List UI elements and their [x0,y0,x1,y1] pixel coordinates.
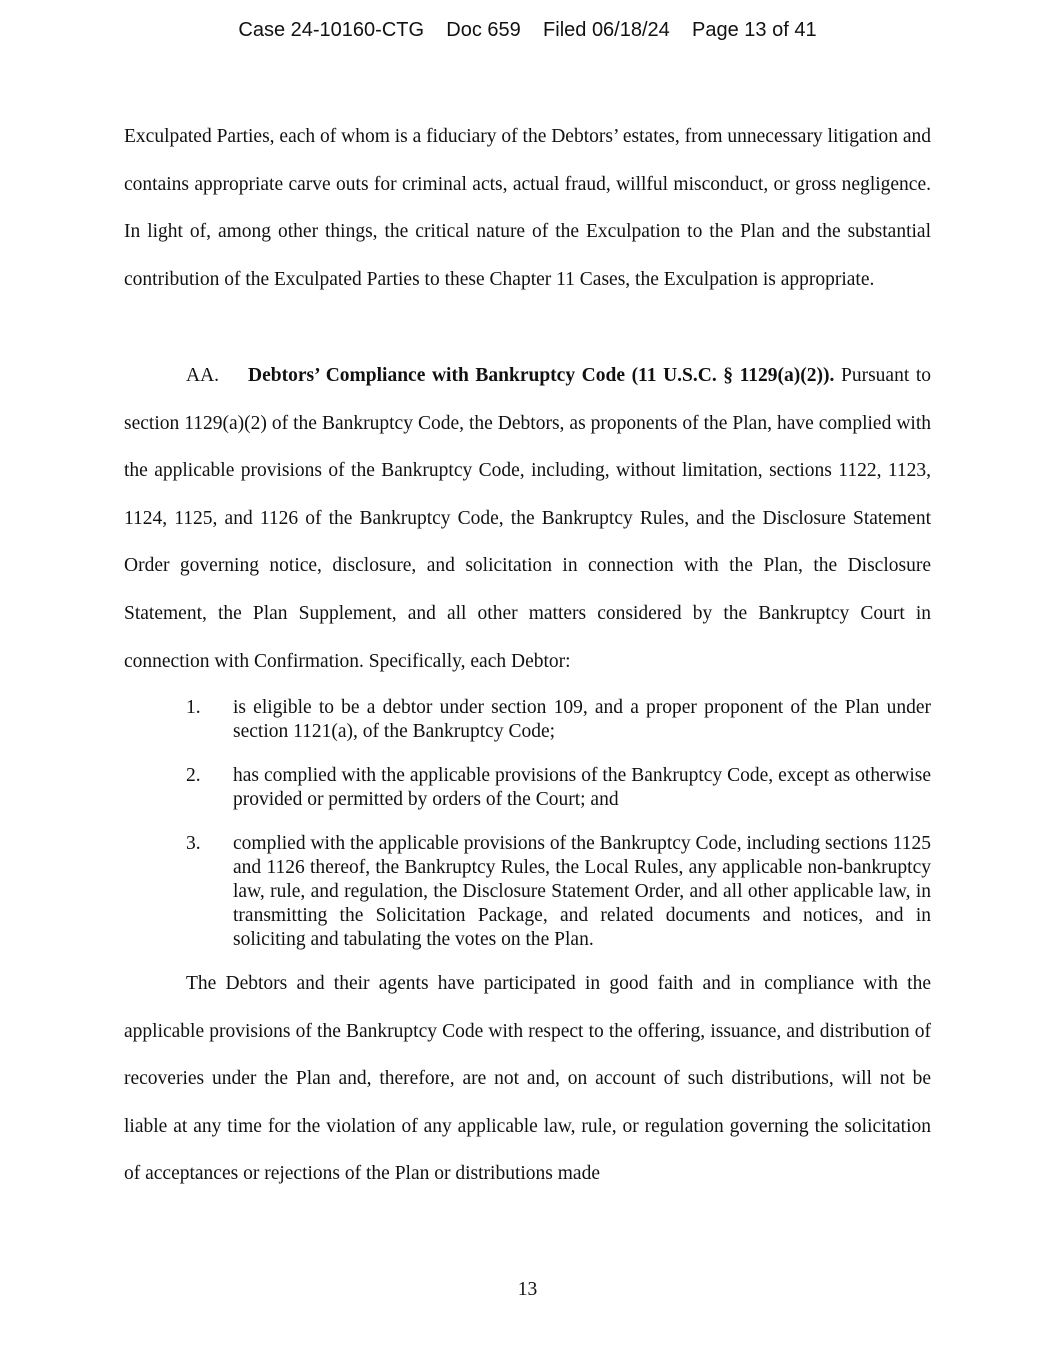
filed-date: Filed 06/18/24 [543,19,670,41]
section-aa [124,352,931,685]
doc-number: Doc 659 [446,19,521,41]
section-number: AA. [186,365,220,386]
section-heading: Debtors’ Compliance with Bankruptcy Code (11 U.S.C. § 1129(a)(2)). [248,365,835,386]
list-item-text: has complied with the applicable provisions of the Bankruptcy Code, except as otherwise provided or permitted by orders of the Court; and [233,765,931,810]
list-item-text: is eligible to be a debtor under section 109, and a proper proponent of the Plan under section 1121(a), of the Bankruptcy Code; [233,697,931,742]
list-item-text: complied with the applicable provisions of the Bankruptcy Code, including sections 1125 and 1126 thereof, the Bankruptcy Rules, the Local Rules, any applicable non-bankruptcy law, rule, and regulation, the Disclosure Statement Order, and all other applicable law, in transmitting the Solicitation Package, and related documents and notices, and in soliciting and tabulating the votes on the Plan. [233,833,931,950]
compliance-list [186,696,931,972]
page-number: 13 [517,1279,538,1300]
paragraph-exculpation: Exculpated Parties, each of whom is a fiduciary of the Debtors’ estates, from unnecessary litigation and contains appropriate carve outs for criminal acts, actual fraud, willful misconduct, or gross negligence. In light of, among other things, the critical nature of the Exculpation to the Plan and the substantial contribution of the Exculpated Parties to these Chapter 11 Cases, the Exculpation is appropriate. [124,126,932,290]
list-item [186,832,931,952]
list-item-number: 3. [186,833,201,854]
list-item [186,696,931,744]
paragraph-good-faith: The Debtors and their agents have participated in good faith and in compliance with the applicable provisions of the Bankruptcy Code with respect to the offering, issuance, and distribution of recoveries under the Plan and, therefore, are not and, on account of such distributions, will not be liable at any time for the violation of any applicable law, rule, or regulation governing the solicitation of acceptances or rejections of the Plan or distributions made [124,973,931,1185]
case-header [0,19,1055,42]
list-item-number: 1. [186,697,201,718]
list-item-number: 2. [186,765,201,786]
section-text: Pursuant to section 1129(a)(2) of the Bankruptcy Code, the Debtors, as proponents of the Plan, have complied with the applicable provisions of the Bankruptcy Code, including, without limitation, sections 1122, 1123, 1124, 1125, and 1126 of the Bankruptcy Code, the Bankruptcy Rules, and the Disclosure Statement Order governing notice, disclosure, and solicitation in connection with the Plan, the Disclosure Statement, the Plan Supplement, and all other matters considered by the Bankruptcy Court in connection with Confirmation. Specifically, each Debtor: [124,365,931,672]
list-item [186,764,931,812]
case-number: Case 24-10160-CTG [238,19,425,41]
page-indicator: Page 13 of 41 [692,19,817,41]
